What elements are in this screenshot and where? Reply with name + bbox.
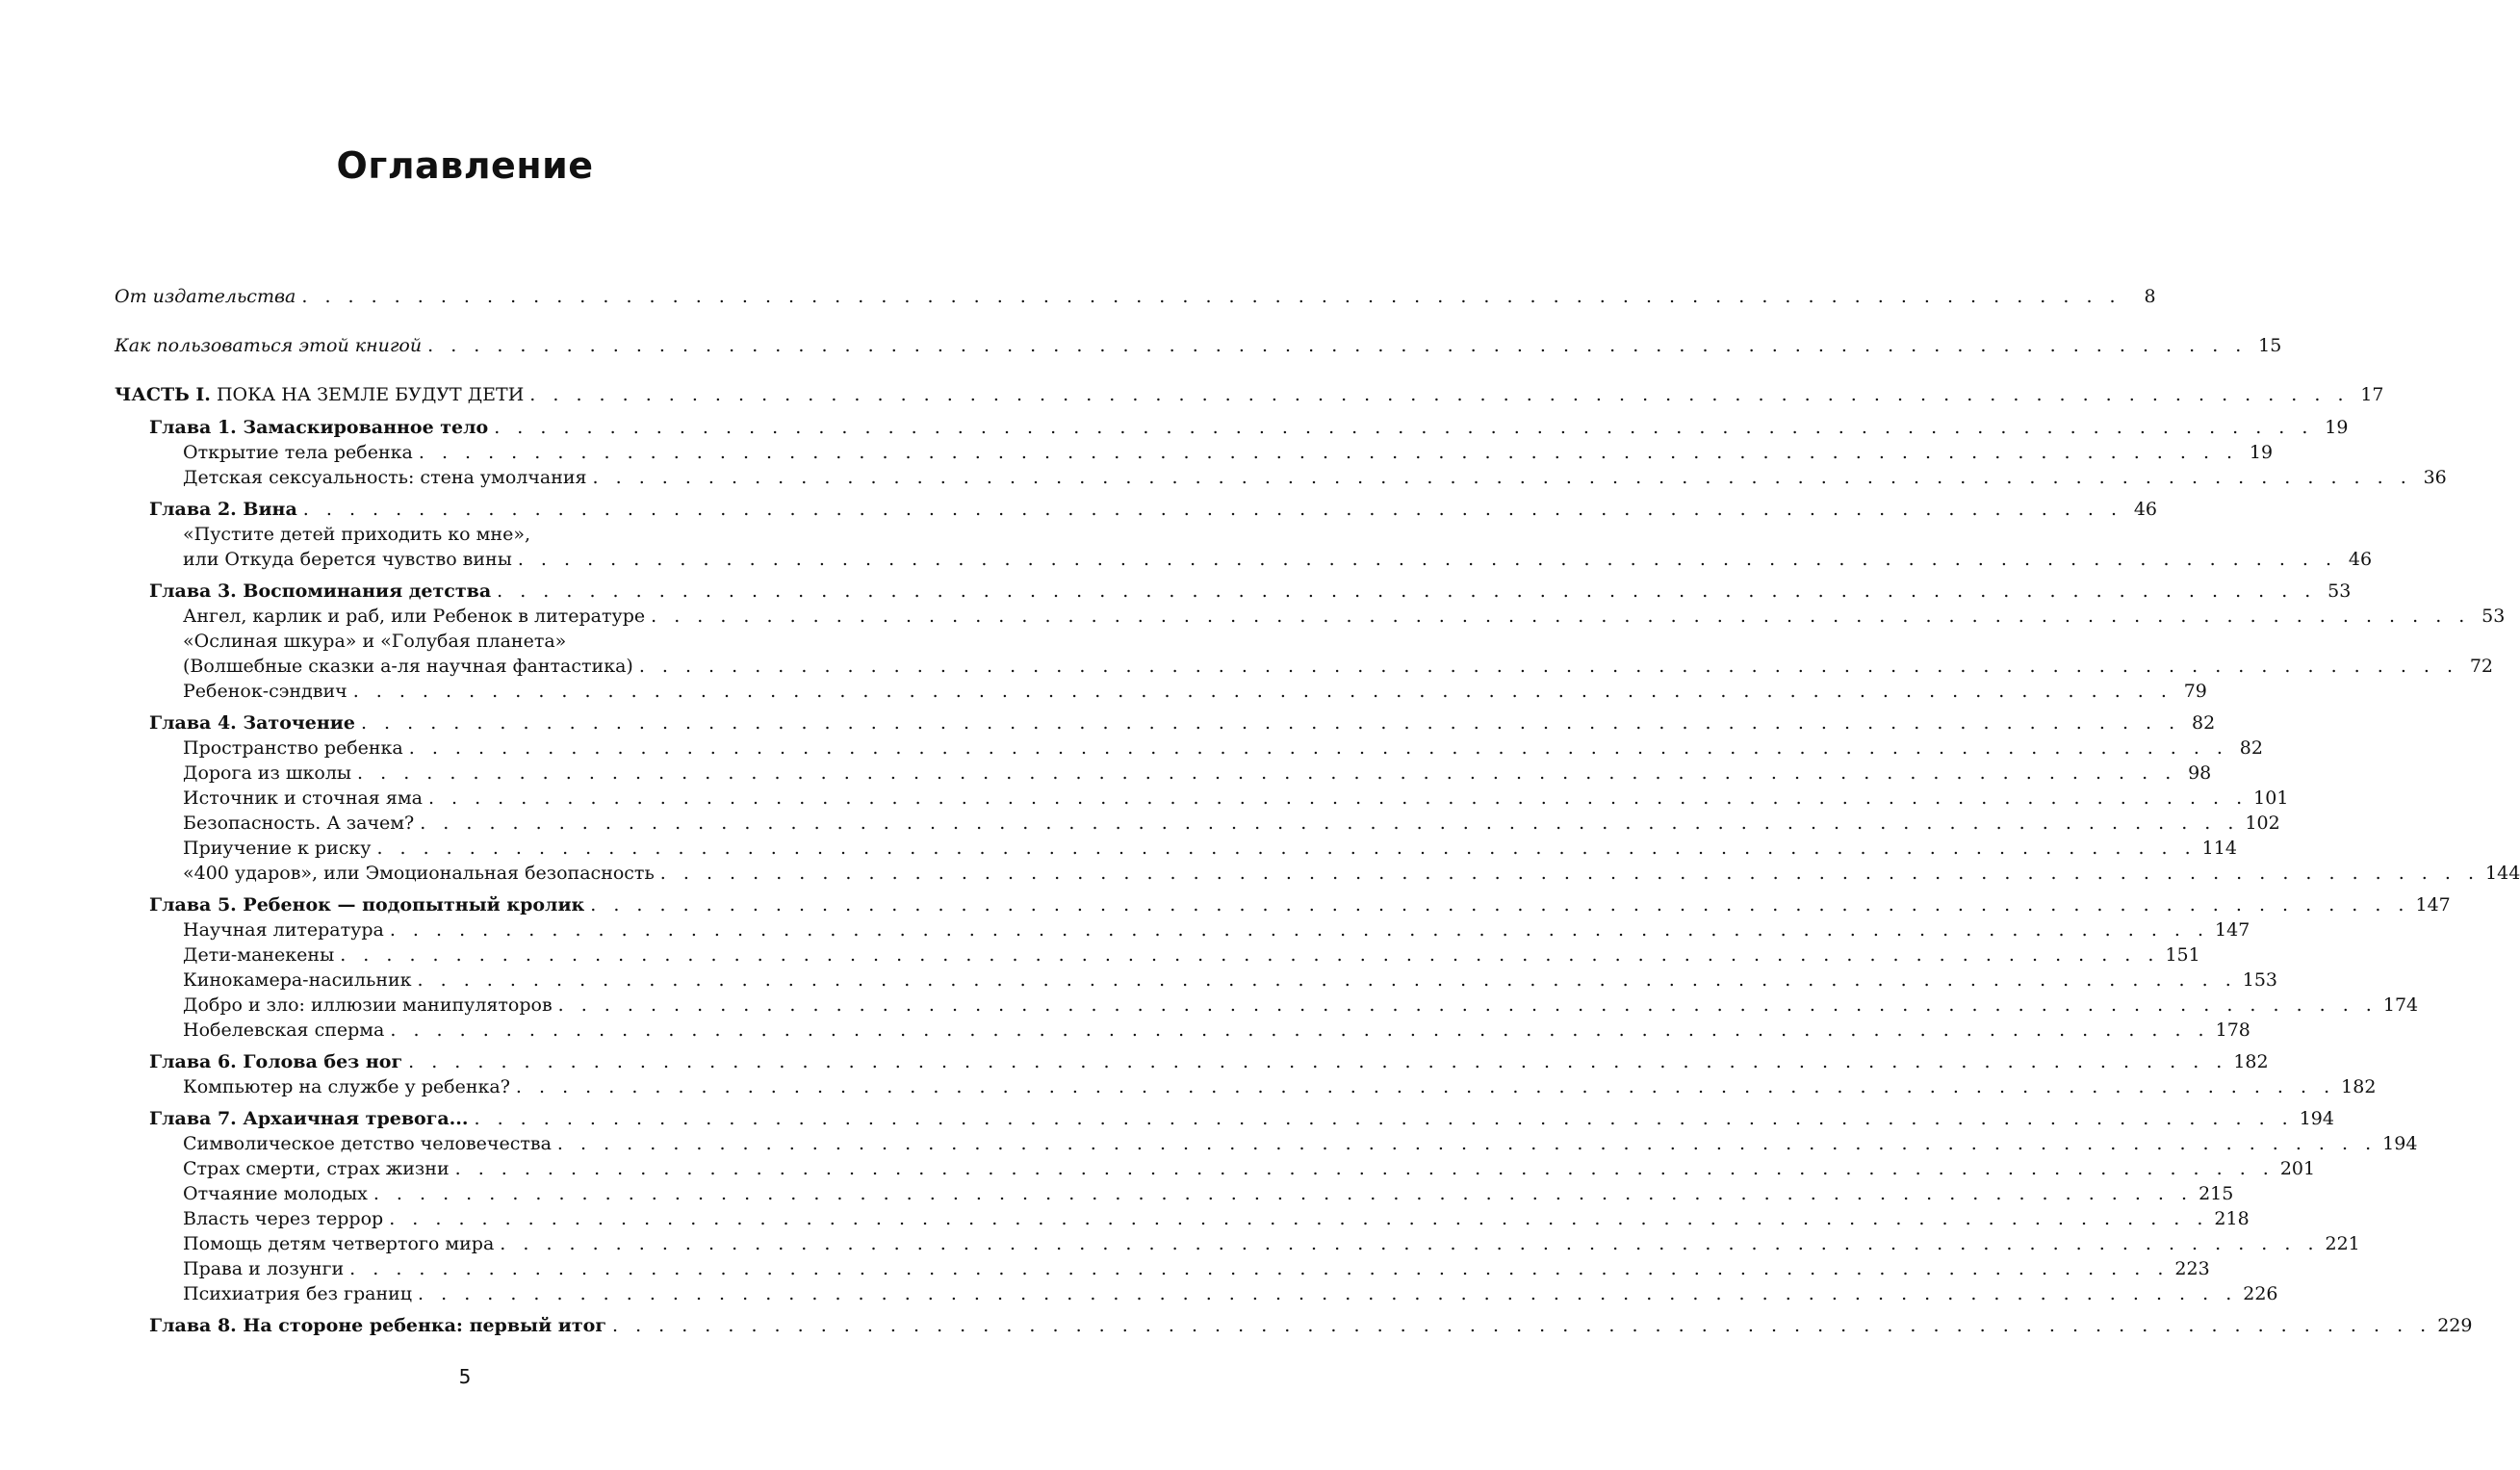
dot-leader — [376, 837, 2196, 860]
toc-section-entry[interactable] — [0, 1130, 2418, 1155]
toc-page-number: 79 — [2183, 681, 2207, 702]
dot-leader — [418, 968, 2237, 992]
dot-leader — [428, 787, 2248, 810]
toc-page-number: 223 — [2174, 1258, 2210, 1279]
toc-section-entry[interactable] — [0, 678, 2207, 703]
toc-entry-title: Помощь детям четвертого мира — [183, 1233, 495, 1254]
toc-page-number: 178 — [2215, 1019, 2250, 1041]
toc-page-number: 53 — [2327, 580, 2352, 602]
toc-page-number: 201 — [2279, 1158, 2316, 1179]
toc-page-number: 19 — [2249, 442, 2274, 463]
dot-leader — [651, 605, 2470, 628]
toc-page-number: 46 — [2348, 549, 2373, 570]
toc-entry-title: «400 ударов», или Эмоциональная безопасность — [183, 863, 655, 884]
toc-entry-title: Страх смерти, страх жизни — [183, 1158, 450, 1179]
toc-entry-title: Отчаяние молодых — [183, 1183, 368, 1204]
dot-leader — [427, 334, 2247, 357]
toc-page-number: 182 — [2233, 1051, 2269, 1072]
dot-leader — [390, 1019, 2209, 1042]
toc-entry-title: Приучение к риску — [183, 838, 372, 859]
toc-entry-title: Психиатрия без границ — [183, 1283, 413, 1304]
toc-chapter-entry[interactable] — [0, 1048, 2269, 1073]
page-title: Оглавление — [336, 144, 594, 187]
toc-entry-title: Добро и зло: иллюзии манипуляторов — [183, 994, 553, 1016]
dot-leader — [408, 1050, 2227, 1073]
dot-leader — [340, 943, 2159, 967]
toc-chapter-entry[interactable] — [0, 709, 2216, 735]
toc-section-entry[interactable] — [0, 603, 2506, 628]
toc-section-entry[interactable] — [0, 1280, 2278, 1305]
dot-leader — [420, 812, 2239, 835]
toc-entry-title: Глава 8. На стороне ребенка: первый итог — [149, 1315, 606, 1336]
toc-entry-title: Глава 3. Воспоминания детства — [149, 580, 492, 602]
toc-section-entry[interactable] — [0, 1017, 2250, 1042]
toc-section-entry[interactable] — [0, 546, 2373, 571]
toc-entry-title: Власть через террор — [183, 1208, 384, 1229]
dot-leader — [557, 1132, 2377, 1155]
toc-section-entry[interactable] — [0, 992, 2419, 1017]
toc-entry-title: Научная литература — [183, 919, 384, 941]
toc-section-entry[interactable] — [0, 967, 2278, 992]
dot-leader — [497, 580, 2316, 603]
toc-section-entry[interactable] — [0, 1230, 2360, 1255]
dot-leader — [455, 1157, 2275, 1180]
toc-page-number: 36 — [2423, 467, 2447, 488]
toc-entry-title: Дорога из школы — [183, 762, 352, 784]
toc-chapter-entry[interactable] — [0, 891, 2451, 916]
toc-entry-title: Безопасность. А зачем? — [183, 812, 415, 834]
toc-section-entry[interactable] — [0, 810, 2280, 835]
toc-page-number: 182 — [2341, 1076, 2377, 1097]
toc-section-entry[interactable] — [0, 1155, 2316, 1180]
toc-page-number: 19 — [2325, 417, 2349, 438]
toc-page-number: 229 — [2437, 1315, 2473, 1336]
toc-page-number: 147 — [2215, 919, 2250, 941]
dot-leader — [303, 498, 2122, 521]
part-title: ПОКА НА ЗЕМЛЕ БУДУТ ДЕТИ — [216, 384, 525, 405]
toc-entry-title: Открытие тела ребенка — [183, 442, 413, 463]
dot-leader — [494, 416, 2313, 439]
toc-entry-title: Символическое детство человечества — [183, 1133, 552, 1154]
toc-section-entry[interactable] — [0, 785, 2289, 810]
dot-leader — [518, 548, 2337, 571]
dot-leader — [373, 1182, 2193, 1205]
dot-leader — [593, 466, 2412, 489]
toc-entry-title: «Ослиная шкура» и «Голубая планета» — [183, 631, 567, 652]
toc-section-entry[interactable] — [0, 735, 2263, 760]
dot-leader — [660, 862, 2480, 885]
dot-leader — [516, 1075, 2335, 1098]
toc-entry-title: или Откуда берется чувство вины — [183, 549, 512, 570]
dot-leader — [349, 1257, 2169, 1280]
toc-section-entry[interactable] — [0, 1255, 2210, 1280]
toc-page-number: 101 — [2253, 787, 2289, 809]
toc-entry-title: Компьютер на службе у ребенка? — [183, 1076, 510, 1097]
toc-section-entry-line1[interactable] — [0, 521, 996, 546]
part-label: ЧАСТЬ I. — [115, 384, 211, 405]
toc-section-entry[interactable] — [0, 1180, 2234, 1205]
toc-section-entry[interactable] — [0, 1073, 2377, 1098]
toc-page-number: 8 — [2144, 286, 2156, 307]
dot-leader — [361, 711, 2180, 735]
dot-leader — [590, 893, 2409, 916]
dot-leader — [529, 383, 2349, 406]
toc-page-number: 215 — [2199, 1183, 2234, 1204]
dot-leader — [612, 1314, 2431, 1337]
toc-entry-title: (Волшебные сказки а-ля научная фантастика) — [183, 656, 633, 677]
toc-section-entry[interactable] — [0, 439, 2274, 464]
toc-chapter-entry[interactable] — [0, 1312, 2473, 1337]
toc-page-number: 53 — [2481, 606, 2506, 627]
toc-section-entry[interactable] — [0, 653, 2494, 678]
toc-entry-title: Глава 4. Заточение — [149, 712, 355, 734]
toc-entry-title: Глава 1. Замаскированное тело — [149, 417, 489, 438]
toc-entry[interactable] — [0, 283, 2156, 308]
toc-page-number: 114 — [2201, 838, 2237, 859]
toc-page-number: 72 — [2469, 656, 2494, 677]
toc-entry-title: Глава 7. Архаичная тревога... — [149, 1108, 469, 1129]
toc-section-entry[interactable] — [0, 860, 2520, 885]
toc-entry-title: От издательства — [115, 286, 296, 307]
toc-page-number: 194 — [2299, 1108, 2334, 1129]
toc-entry-title: «Пустите детей приходить ко мне», — [183, 524, 530, 545]
toc-section-entry[interactable] — [0, 835, 2237, 860]
toc-entry-title: Дети-манекены — [183, 944, 335, 966]
toc-page-number: 194 — [2382, 1133, 2418, 1154]
dot-leader — [357, 761, 2176, 785]
dot-leader — [353, 680, 2173, 703]
toc-chapter-entry[interactable] — [0, 1105, 2334, 1130]
toc-page-number: 82 — [2239, 737, 2263, 759]
toc-section-entry[interactable] — [0, 464, 2447, 489]
toc-page-number: 15 — [2258, 335, 2282, 356]
toc-entry-title: Источник и сточная яма — [183, 787, 423, 809]
dot-leader — [475, 1107, 2294, 1130]
toc-chapter-entry[interactable] — [0, 414, 2349, 439]
dot-leader — [301, 285, 2121, 308]
dot-leader — [419, 441, 2238, 464]
toc-entry-title: Ребенок-сэндвич — [183, 681, 347, 702]
toc-page-number: 17 — [2360, 384, 2384, 405]
toc-entry-title: Кинокамера-насильник — [183, 969, 412, 991]
toc-part-entry[interactable] — [0, 381, 2384, 406]
toc-entry-title: Пространство ребенка — [183, 737, 403, 759]
dot-leader — [390, 918, 2209, 941]
toc-entry-title: Детская сексуальность: стена умолчания — [183, 467, 587, 488]
toc-section-entry[interactable] — [0, 1205, 2250, 1230]
toc-section-entry-line1[interactable] — [0, 628, 996, 653]
dot-leader — [639, 655, 2458, 678]
toc-entry-title: Права и лозунги — [183, 1258, 345, 1279]
toc-page-number: 102 — [2245, 812, 2280, 834]
toc-page-number: 221 — [2325, 1233, 2360, 1254]
toc-entry-title: Как пользоваться этой книгой — [115, 335, 423, 356]
dot-leader — [409, 736, 2228, 760]
dot-leader — [558, 993, 2378, 1017]
toc-entry-title — [115, 383, 524, 406]
toc-chapter-entry[interactable] — [0, 578, 2352, 603]
toc-chapter-entry[interactable] — [0, 496, 2157, 521]
toc-section-entry[interactable] — [0, 760, 2212, 785]
toc-page-number: 226 — [2243, 1283, 2278, 1304]
dot-leader — [500, 1232, 2319, 1255]
toc-section-entry[interactable] — [0, 941, 2200, 967]
dot-leader — [389, 1207, 2208, 1230]
toc-page-number: 46 — [2133, 499, 2157, 520]
toc-entry-title: Глава 6. Голова без ног — [149, 1051, 403, 1072]
toc-entry[interactable] — [0, 332, 2282, 357]
page-number: 5 — [458, 1365, 472, 1388]
toc-entry-title: Ангел, карлик и раб, или Ребенок в литературе — [183, 606, 646, 627]
toc-page-number: 147 — [2415, 894, 2451, 916]
toc-entry-title: Нобелевская сперма — [183, 1019, 385, 1041]
toc-entry-title: Глава 2. Вина — [149, 499, 297, 520]
toc-page-number: 82 — [2191, 712, 2216, 734]
toc-page-number: 174 — [2382, 994, 2419, 1016]
toc-entry-title: Глава 5. Ребенок — подопытный кролик — [149, 894, 585, 916]
toc-page-number: 218 — [2214, 1208, 2250, 1229]
toc-page-number: 151 — [2165, 944, 2200, 966]
toc-page-number: 144 — [2485, 863, 2520, 884]
toc-section-entry[interactable] — [0, 916, 2250, 941]
dot-leader — [418, 1282, 2237, 1305]
toc-page-number: 98 — [2188, 762, 2212, 784]
toc-page-number: 153 — [2242, 969, 2278, 991]
